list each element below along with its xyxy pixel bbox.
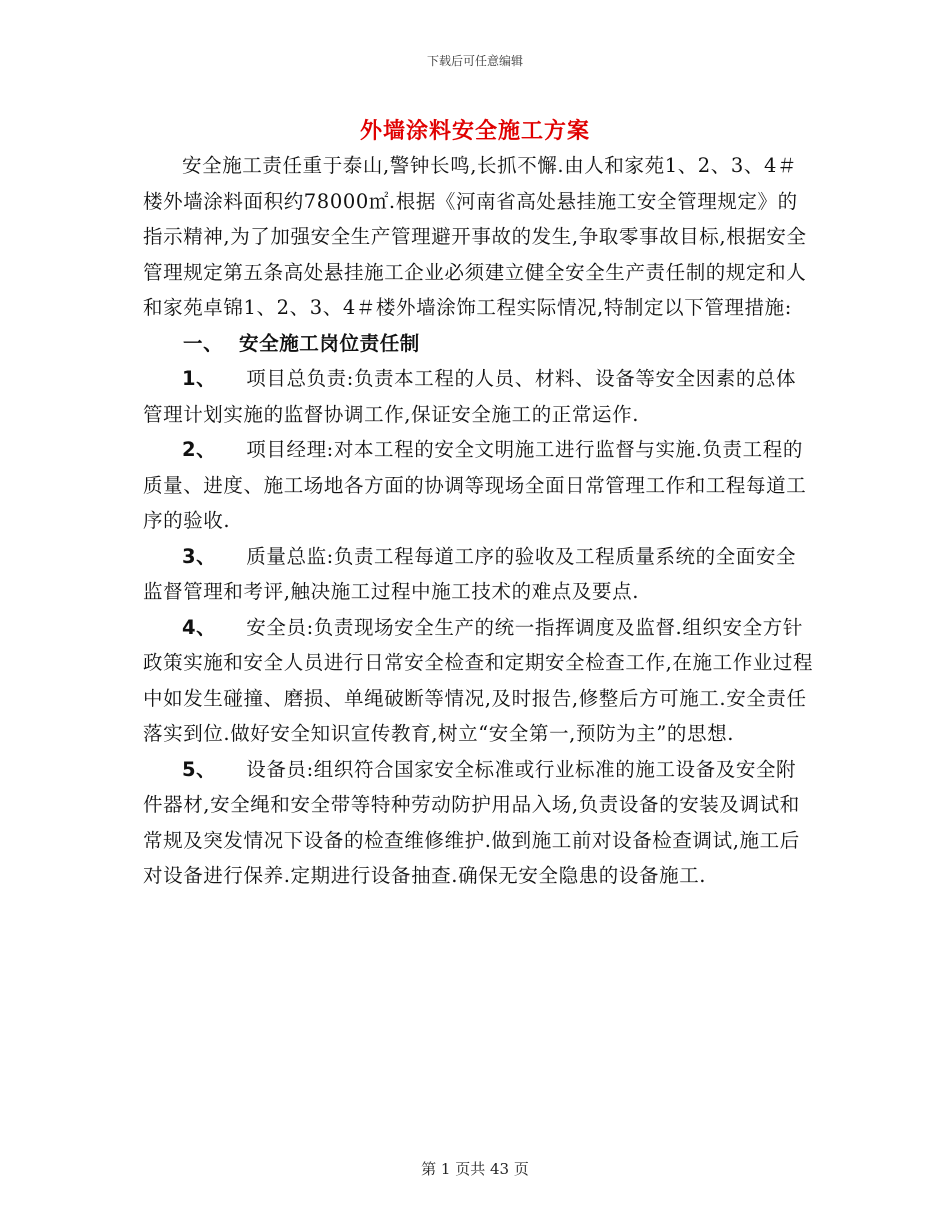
item-text: 安全员:负责现场安全生产的统一指挥调度及监督.组织安全方针政策实施和安全人员进行日常安全检查和定期安全检查工作,在施工作业过程中如发生碰撞、磨损、单绳破断等情况,及时报告,修整后方可施工.安全责任落实到位.做好安全知识宣传教育,树立“安全第一,预防为主”的思想. (143, 615, 814, 745)
item-number: 2、 (182, 438, 217, 461)
section-title: 安全施工岗位责任制 (239, 331, 420, 355)
list-item (143, 432, 815, 539)
item-text: 质量总监:负责工程每道工序的验收及工程质量系统的全面安全监督管理和考评,触决施工过程中施工技术的难点及要点. (143, 544, 797, 603)
list-item (143, 539, 815, 610)
document-title: 外墙涂料安全施工方案 (359, 118, 590, 144)
document-body (143, 148, 815, 894)
item-number: 5、 (182, 757, 217, 781)
page-number-footer: 第 1 页共 43 页 (421, 1160, 529, 1178)
item-number: 3、 (182, 544, 217, 568)
section-heading (143, 326, 815, 362)
intro-paragraph: 安全施工责任重于泰山,警钟长鸣,长抓不懈.由人和家苑1、2、3、4＃楼外墙涂料面积约78000㎡.根据《河南省高处悬挂施工安全管理规定》的指示精神,为了加强安全生产管理避开事故的发生,争取零事故目标,根据安全管理规定第五条高处悬挂施工企业必须建立健全安全生产责任制的规定和人和家苑卓锦1、2、3、4＃楼外墙涂饰工程实际情况,特制定以下管理措施: (143, 154, 807, 319)
item-number: 1、 (182, 367, 217, 390)
item-number: 4、 (182, 615, 217, 639)
item-text: 项目经理:对本工程的安全文明施工进行监督与实施.负责工程的质量、进度、施工场地各方面的协调等现场全面日常管理工作和工程每道工序的验收. (143, 438, 807, 532)
section-number: 一、 (183, 331, 224, 355)
page-header-note: 下载后可任意编辑 (426, 54, 523, 68)
item-text: 项目总负责:负责本工程的人员、材料、设备等安全因素的总体管理计划实施的监督协调工作,保证安全施工的正常运作. (143, 367, 797, 426)
item-text: 设备员:组织符合国家安全标准或行业标准的施工设备及安全附件器材,安全绳和安全带等特种劳动防护用品入场,负责设备的安装及调试和常规及突发情况下设备的检查维修维护.做到施工前对设备检查调试,施工后对设备进行保养.定期进行设备抽查.确保无安全隐患的设备施工. (143, 757, 800, 887)
list-item (143, 752, 815, 894)
list-item (143, 361, 815, 432)
list-item (143, 610, 815, 752)
